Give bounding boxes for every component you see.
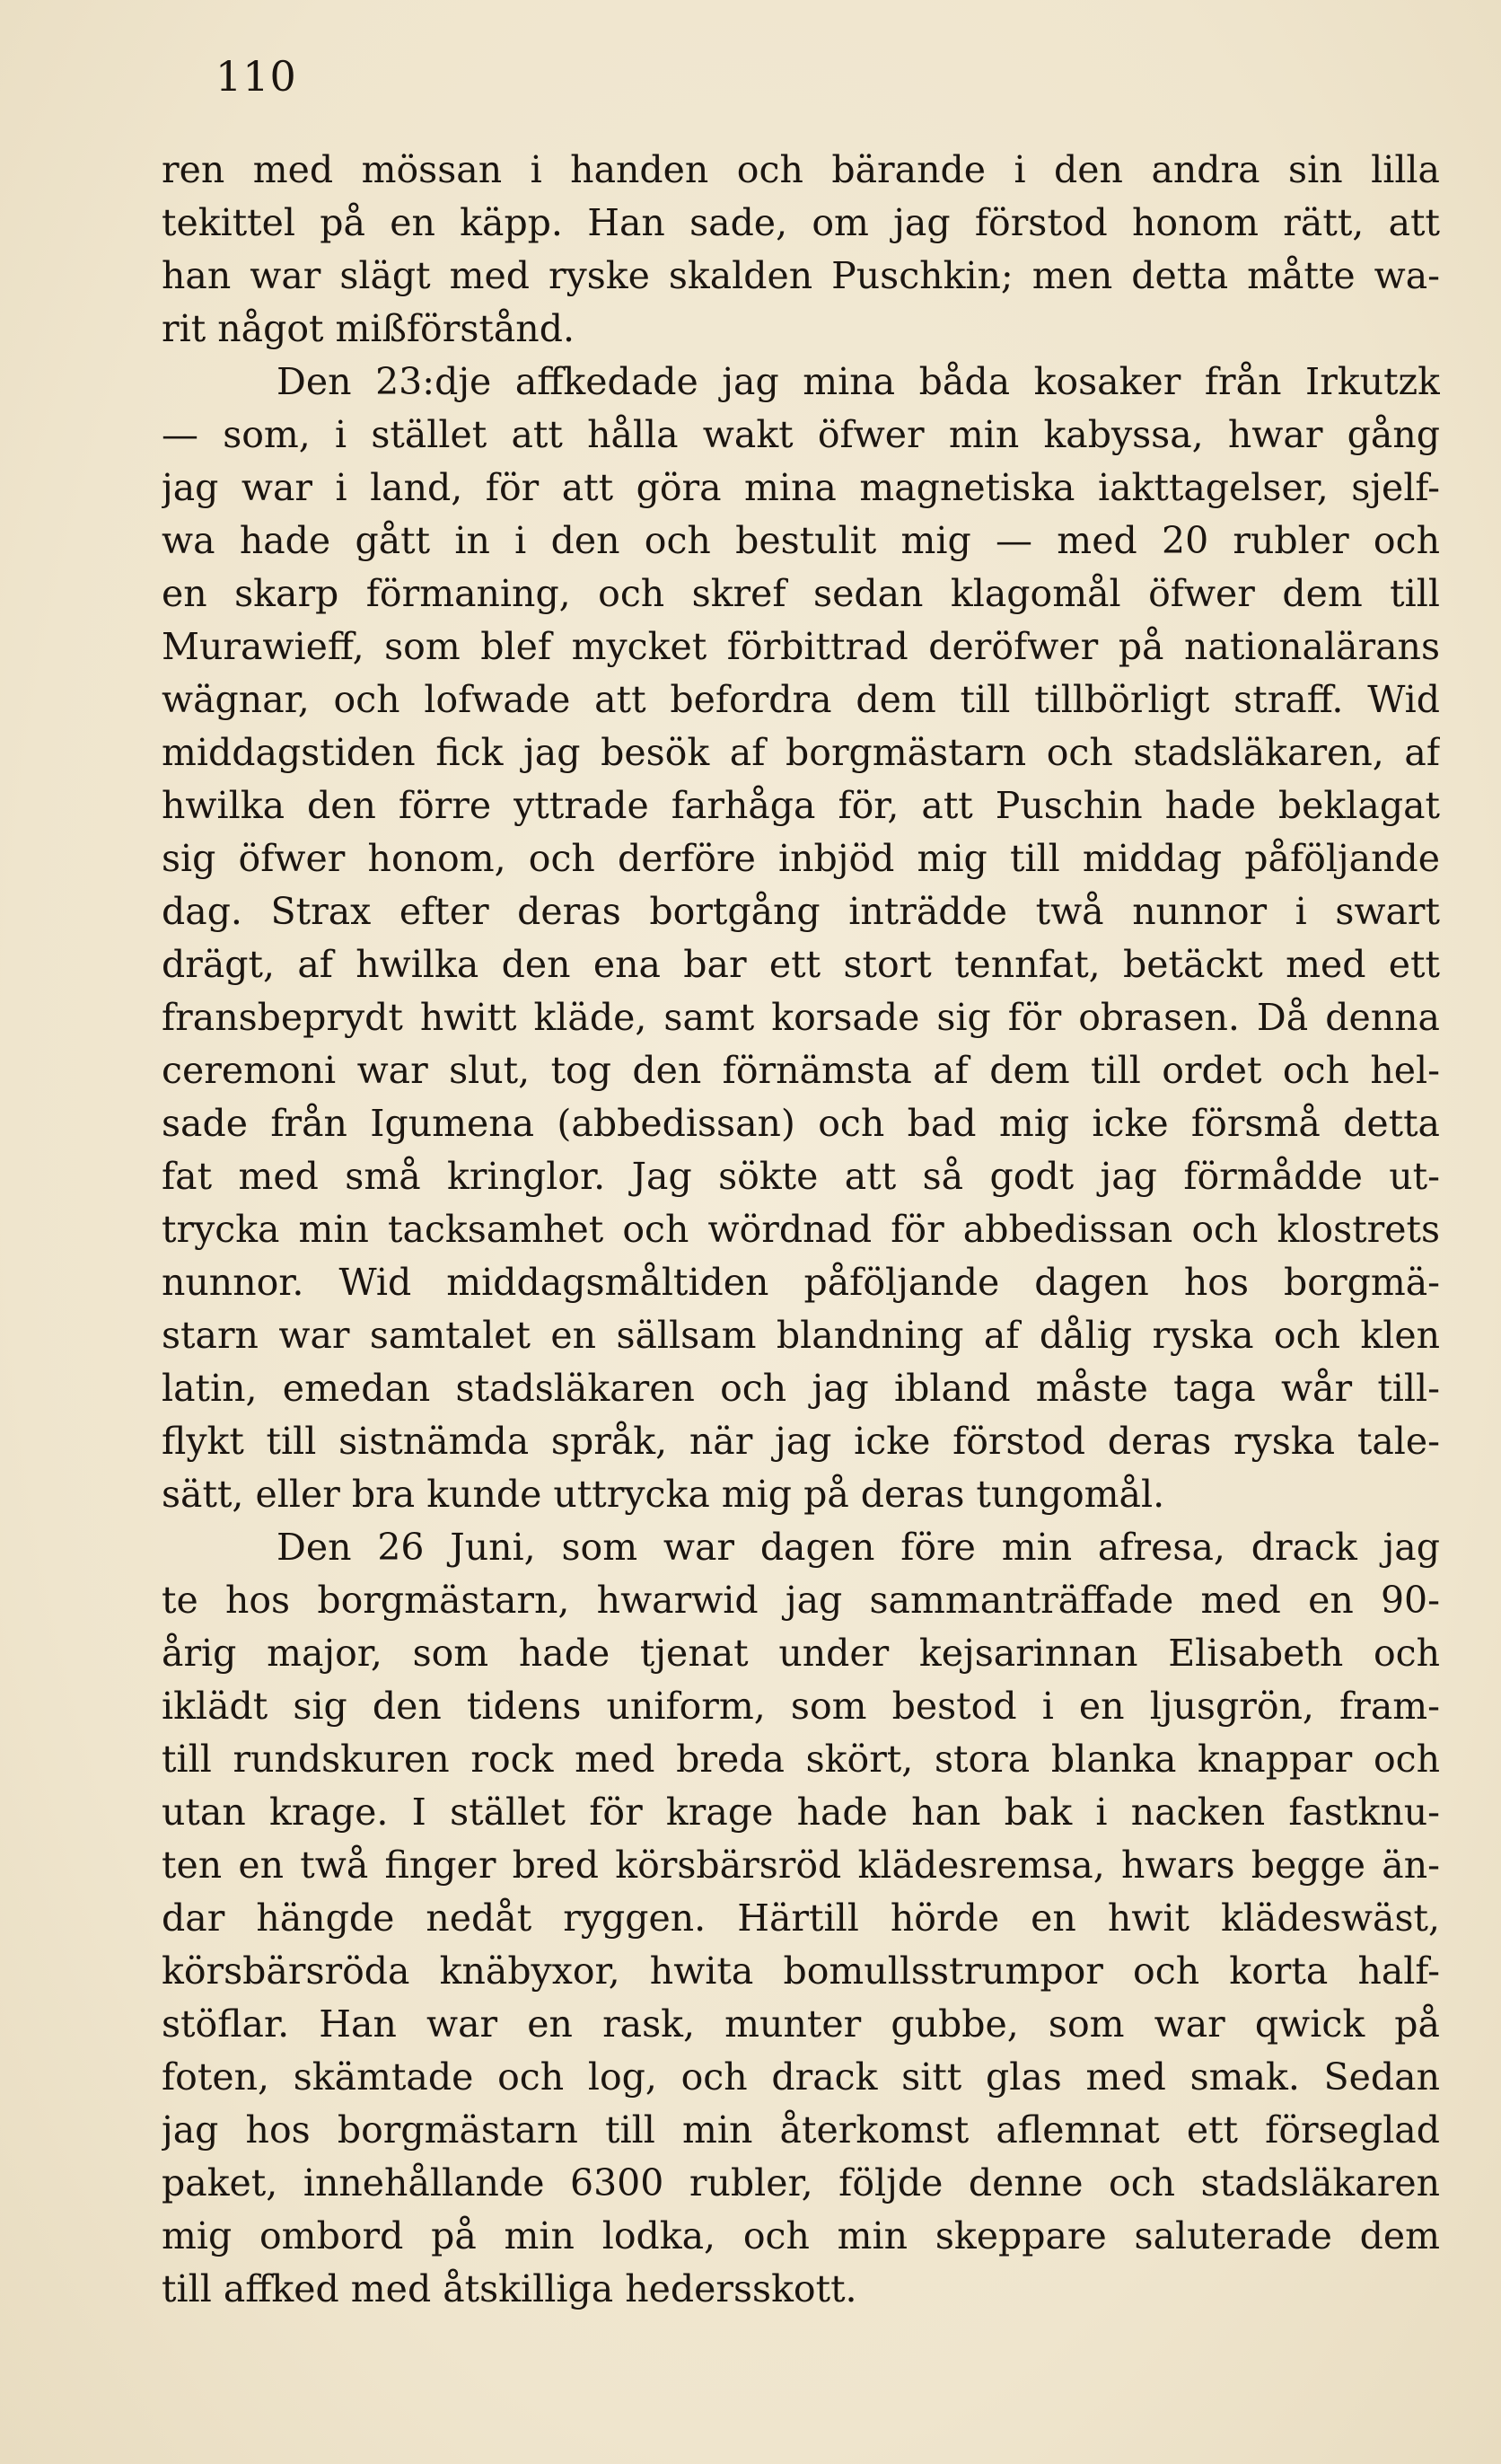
text-line: ren med mössan i handen och bärande i den andra sin lilla	[162, 148, 1440, 191]
text-line: rit något mißförstånd.	[162, 307, 575, 350]
text-line: dar hängde nedåt ryggen. Härtill hörde en hwit klädeswäst,	[162, 1896, 1440, 1940]
text-line: middagstiden fick jag besök af borgmästarn och stadsläkaren, af	[162, 731, 1440, 774]
text-line: tekittel på en käpp. Han sade, om jag förstod honom rätt, att	[162, 201, 1440, 244]
text-line: foten, skämtade och log, och drack sitt glas med smak. Sedan	[162, 2055, 1440, 2099]
text-line: iklädt sig den tidens uniform, som bestod i en ljusgrön, fram-	[162, 1685, 1440, 1728]
text-line: — som, i stället att hålla wakt öfwer min kabyssa, hwar gång	[162, 413, 1440, 456]
text-line: te hos borgmästarn, hwarwid jag sammanträffade med en 90-	[162, 1579, 1440, 1622]
text-line: ten en twå finger bred körsbärsröd klädesremsa, hwars begge än-	[162, 1844, 1440, 1887]
text-line: mig ombord på min lodka, och min skeppare saluterade dem	[162, 2214, 1440, 2257]
text-line: sig öfwer honom, och derföre inbjöd mig till middag påföljande	[162, 837, 1440, 880]
text-line: Murawieff, som blef mycket förbittrad deröfwer på nationalärans	[162, 625, 1440, 668]
page-number: 110	[215, 52, 297, 101]
text-line: drägt, af hwilka den ena bar ett stort tennfat, betäckt med ett	[162, 943, 1440, 986]
text-line: nunnor. Wid middagsmåltiden påföljande dagen hos borgmä-	[162, 1261, 1440, 1304]
text-line: ceremoni war slut, tog den förnämsta af dem till ordet och hel-	[162, 1049, 1440, 1092]
text-line: utan krage. I stället för krage hade han bak i nacken fastknu-	[162, 1791, 1440, 1834]
text-line: han war slägt med ryske skalden Puschkin; men detta måtte wa-	[162, 254, 1440, 297]
text-line: trycka min tacksamhet och wördnad för abbedissan och klostrets	[162, 1208, 1440, 1251]
text-line: stöflar. Han war en rask, munter gubbe, som war qwick på	[162, 2002, 1440, 2046]
text-line: till affked med åtskilliga hedersskott.	[162, 2267, 857, 2310]
text-line: hwilka den förre yttrade farhåga för, att Puschin hade beklagat	[162, 784, 1440, 827]
body-text	[162, 144, 1440, 2316]
text-line: wägnar, och lofwade att befordra dem till tillbörligt straff. Wid	[162, 678, 1440, 721]
text-line: jag war i land, för att göra mina magnetiska iakttagelser, sjelf-	[162, 466, 1440, 509]
text-line: Den 26 Juni, som war dagen före min afresa, drack jag	[276, 1526, 1440, 1569]
text-line: paket, innehållande 6300 rubler, följde denne och stadsläkaren	[162, 2161, 1440, 2204]
text-line: wa hade gått in i den och bestulit mig — med 20 rubler och	[162, 519, 1440, 562]
text-line: en skarp förmaning, och skref sedan klagomål öfwer dem till	[162, 572, 1440, 615]
text-line: latin, emedan stadsläkaren och jag ibland måste taga wår till-	[162, 1367, 1440, 1410]
text-line: sätt, eller bra kunde uttrycka mig på deras tungomål.	[162, 1473, 1165, 1516]
text-line: sade från Igumena (abbedissan) och bad mig icke försmå detta	[162, 1102, 1440, 1145]
text-line: fransbeprydt hwitt kläde, samt korsade sig för obrasen. Då denna	[162, 996, 1440, 1039]
text-line: årig major, som hade tjenat under kejsarinnan Elisabeth och	[162, 1632, 1440, 1675]
text-line: fat med små kringlor. Jag sökte att så godt jag förmådde ut-	[162, 1155, 1440, 1198]
text-line: starn war samtalet en sällsam blandning af dålig ryska och klen	[162, 1314, 1440, 1357]
text-line: dag. Strax efter deras bortgång inträdde twå nunnor i swart	[162, 890, 1440, 933]
text-line: till rundskuren rock med breda skört, stora blanka knappar och	[162, 1738, 1440, 1781]
text-line: körsbärsröda knäbyxor, hwita bomullsstrumpor och korta half-	[162, 1949, 1440, 1993]
text-line: Den 23:dje affkedade jag mina båda kosaker från Irkutzk	[276, 360, 1440, 403]
text-line: flykt till sistnämda språk, när jag icke förstod deras ryska tale-	[162, 1420, 1440, 1463]
text-line: jag hos borgmästarn till min återkomst aflemnat ett förseglad	[162, 2108, 1440, 2152]
